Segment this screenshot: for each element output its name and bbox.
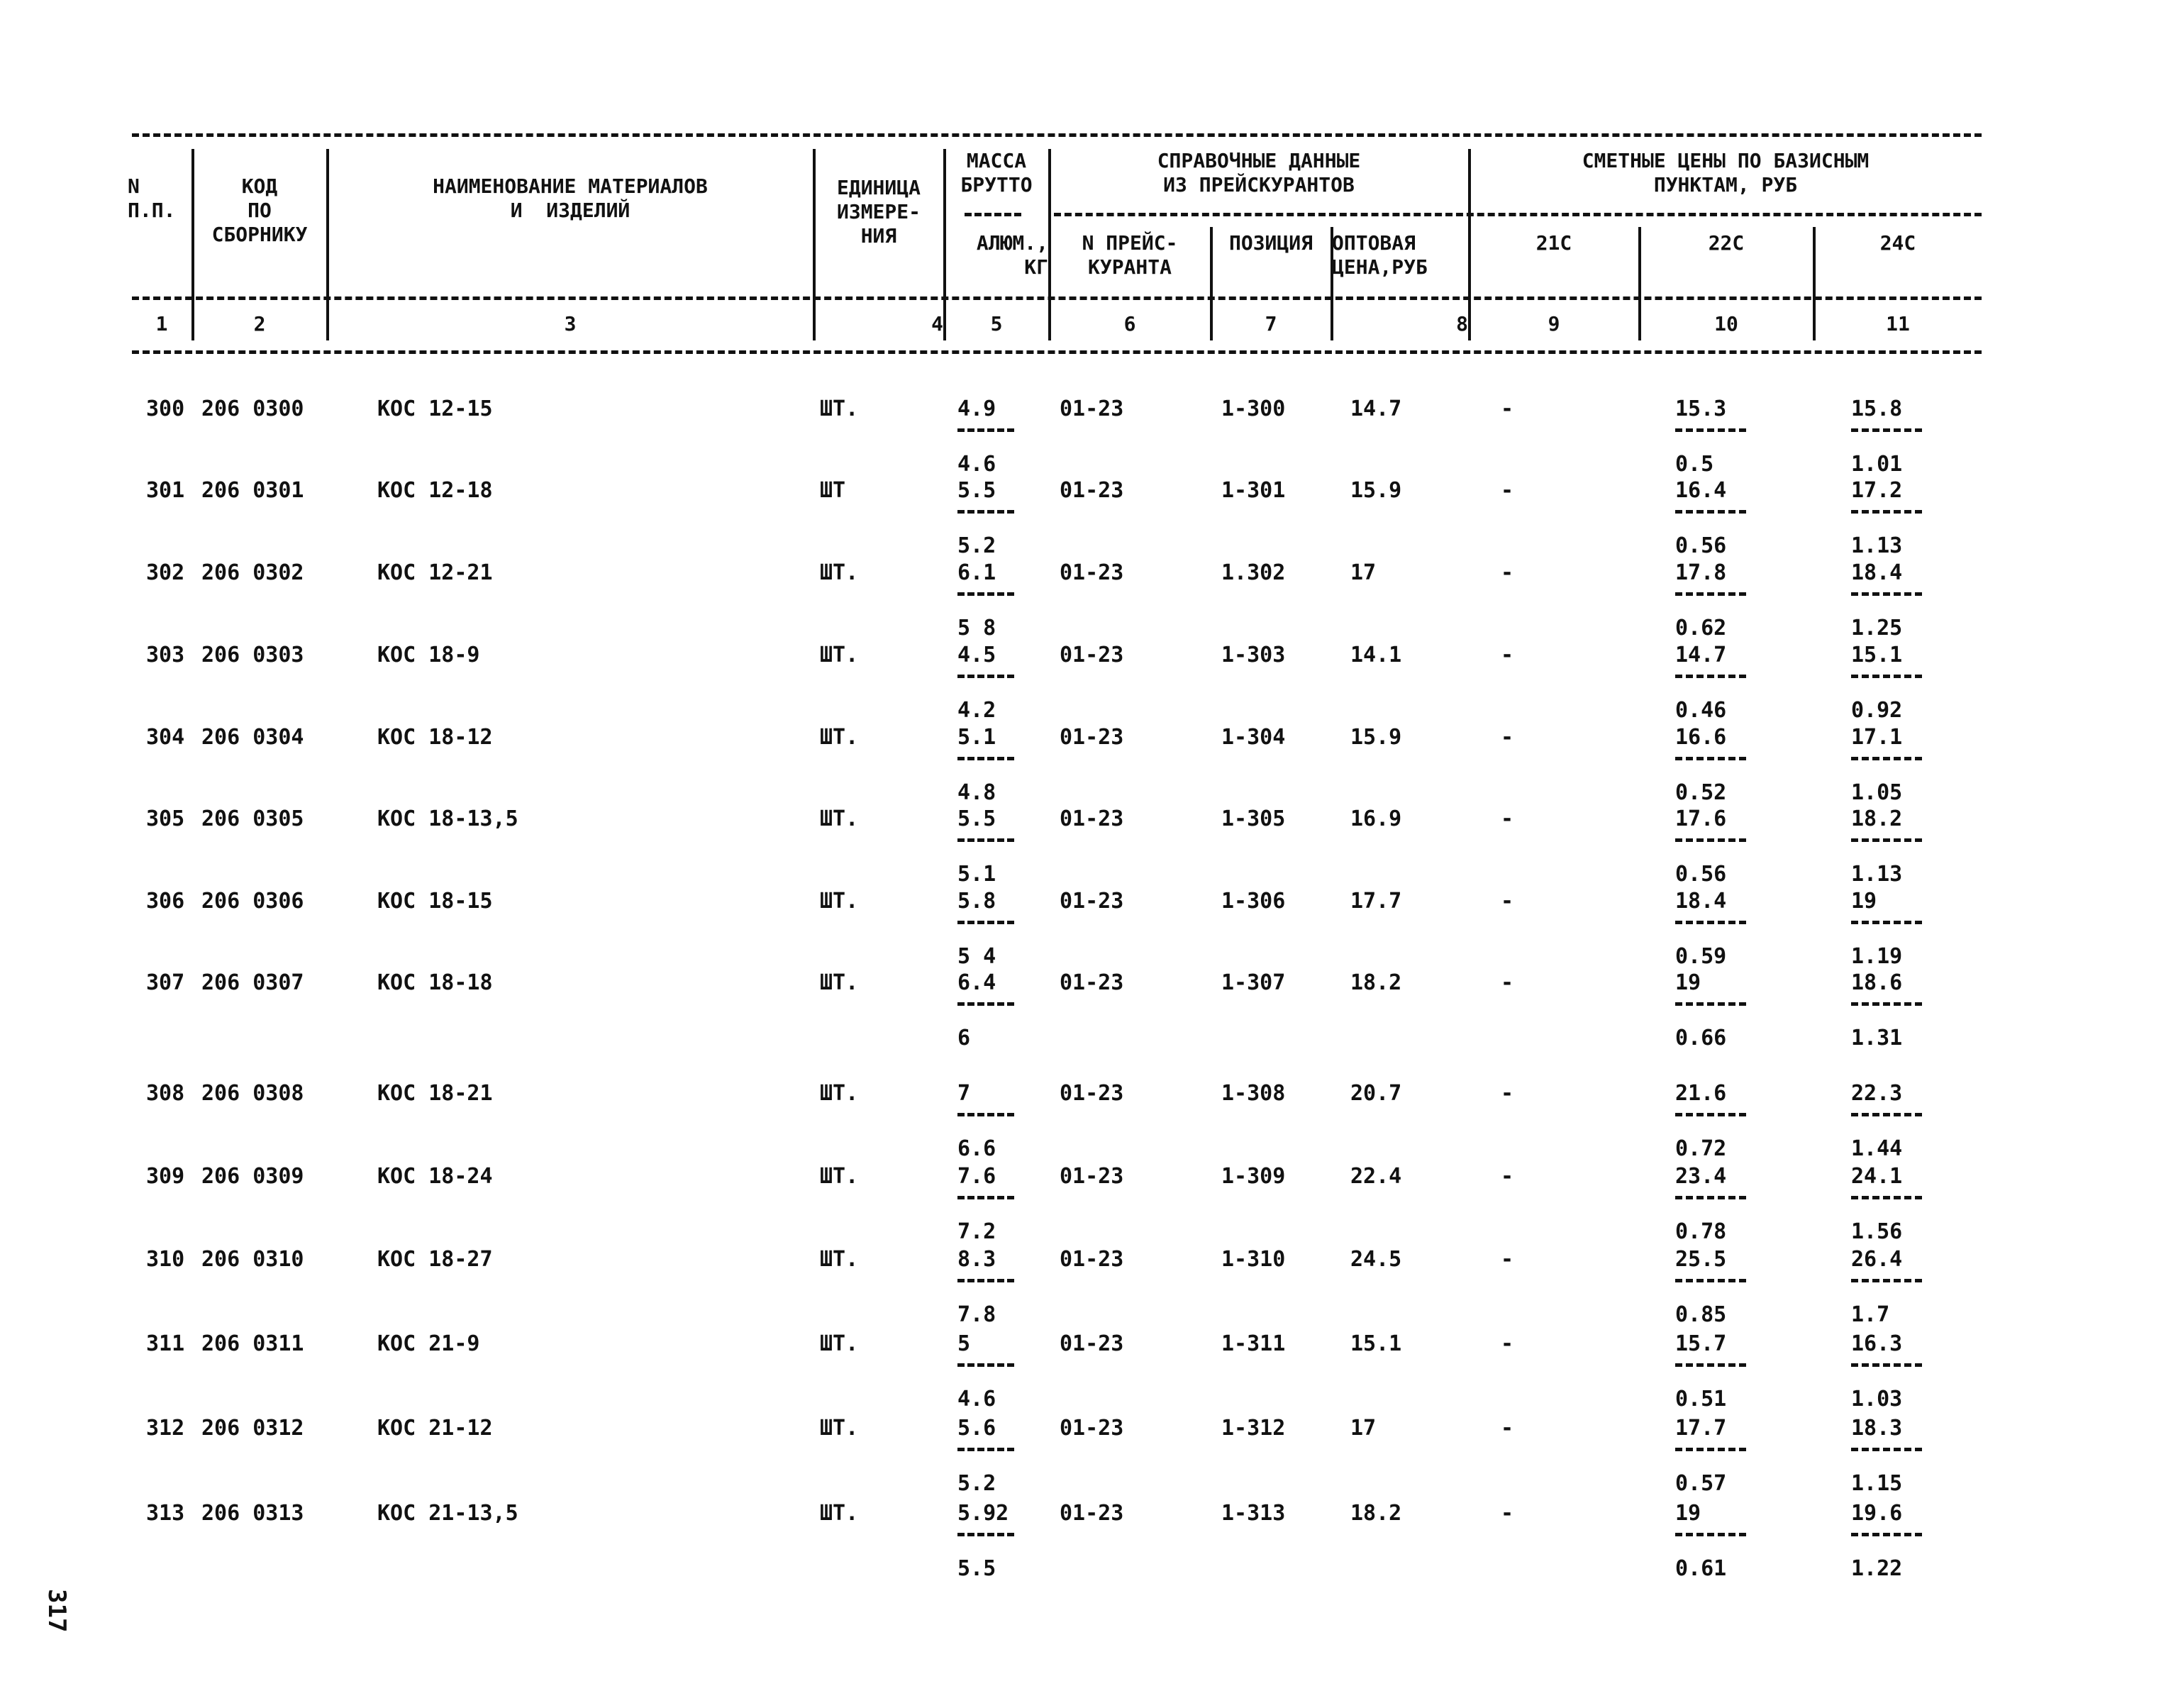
cell-code: 206 0308	[201, 1081, 304, 1106]
cell-price: 22.4	[1350, 1164, 1402, 1189]
cell-mass: 5.92	[957, 1501, 1009, 1526]
cell-unit: ШТ	[820, 478, 846, 503]
fraction-line	[957, 757, 1014, 760]
fraction-line	[1851, 675, 1922, 678]
cell-c24: 17.2	[1851, 478, 1903, 503]
header-col11: 24С	[1879, 231, 1916, 255]
cell-price: 18.2	[1350, 970, 1402, 995]
cell-c24b: 1.03	[1851, 1387, 1903, 1412]
cell-position: 1-313	[1221, 1501, 1286, 1526]
cell-c24: 18.3	[1851, 1416, 1903, 1441]
colnum: 3	[564, 312, 577, 336]
cell-code: 206 0310	[201, 1247, 304, 1272]
cell-price-list: 01-23	[1060, 643, 1124, 667]
cell-unit: ШТ.	[820, 396, 859, 421]
cell-mass2: 4.6	[957, 452, 996, 477]
cell-mass: 5.5	[957, 478, 996, 503]
cell-n: 302	[146, 560, 185, 585]
cell-mass: 6.4	[957, 970, 996, 995]
fraction-line	[1675, 1002, 1746, 1006]
cell-price-list: 01-23	[1060, 806, 1124, 831]
cell-unit: ШТ.	[820, 1081, 859, 1106]
cell-price-list: 01-23	[1060, 478, 1124, 503]
cell-position: 1-311	[1221, 1331, 1286, 1356]
cell-n: 309	[146, 1164, 185, 1189]
cell-code: 206 0309	[201, 1164, 304, 1189]
header-col7: ПОЗИЦИЯ	[1228, 231, 1313, 255]
cell-c24: 24.1	[1851, 1164, 1903, 1189]
cell-mass2: 6	[957, 1026, 971, 1050]
fraction-line	[1851, 1279, 1922, 1282]
cell-n: 311	[146, 1331, 185, 1356]
cell-name: КОС 21-12	[377, 1416, 493, 1441]
cell-c24: 18.6	[1851, 970, 1903, 995]
cell-name: КОС 18-18	[377, 970, 493, 995]
header-col10: 22С	[1708, 231, 1745, 255]
fraction-line	[1675, 592, 1746, 596]
cell-unit: ШТ.	[820, 725, 859, 750]
cell-price-list: 01-23	[1060, 560, 1124, 585]
cell-c24: 22.3	[1851, 1081, 1903, 1106]
cell-n: 308	[146, 1081, 185, 1106]
cell-unit: ШТ.	[820, 970, 859, 995]
cell-price: 14.7	[1350, 396, 1402, 421]
cell-c22: 18.4	[1675, 889, 1727, 914]
cell-c22b: 0.46	[1675, 698, 1727, 723]
cell-c22: 16.4	[1675, 478, 1727, 503]
cell-c21: -	[1501, 643, 1514, 667]
cell-name: КОС 18-9	[377, 643, 480, 667]
cell-mass2: 5 4	[957, 944, 996, 969]
fraction-line	[957, 1279, 1014, 1282]
fraction-line	[1851, 428, 1922, 432]
fraction-line	[1851, 838, 1922, 842]
cell-price: 15.1	[1350, 1331, 1402, 1356]
cell-c22: 19	[1675, 1501, 1701, 1526]
cell-mass: 5	[957, 1331, 971, 1356]
cell-c22b: 0.66	[1675, 1026, 1727, 1050]
cell-c22b: 0.57	[1675, 1471, 1727, 1496]
cell-position: 1.302	[1221, 560, 1286, 585]
cell-n: 304	[146, 725, 185, 750]
fraction-line	[957, 1448, 1014, 1451]
cell-unit: ШТ.	[820, 1331, 859, 1356]
cell-mass2: 5.5	[957, 1556, 996, 1581]
cell-c24: 19.6	[1851, 1501, 1903, 1526]
cell-unit: ШТ.	[820, 1416, 859, 1441]
cell-position: 1-305	[1221, 806, 1286, 831]
fraction-line	[1851, 921, 1922, 924]
cell-c21: -	[1501, 560, 1514, 585]
cell-c24: 15.8	[1851, 396, 1903, 421]
cell-c22: 15.7	[1675, 1331, 1727, 1356]
cell-price-list: 01-23	[1060, 725, 1124, 750]
fraction-line	[1675, 757, 1746, 760]
cell-c24b: 1.7	[1851, 1302, 1890, 1327]
colnum: 1	[155, 312, 168, 336]
header-col6: N ПРЕЙС- КУРАНТА	[1082, 231, 1178, 279]
cell-c22b: 0.62	[1675, 616, 1727, 640]
cell-code: 206 0307	[201, 970, 304, 995]
cell-c24b: 1.44	[1851, 1136, 1903, 1161]
header-col4: ЕДИНИЦА ИЗМЕРЕ- НИЯ	[836, 176, 921, 248]
fraction-line	[957, 510, 1014, 514]
cell-c24: 16.3	[1851, 1331, 1903, 1356]
cell-c24: 18.2	[1851, 806, 1903, 831]
cell-n: 312	[146, 1416, 185, 1441]
header-col8: ОПТОВАЯ ЦЕНА,РУБ	[1332, 231, 1428, 279]
cell-c22b: 0.72	[1675, 1136, 1727, 1161]
cell-price: 17	[1350, 560, 1377, 585]
cell-c22b: 0.5	[1675, 452, 1714, 477]
page-number: 317	[43, 1589, 71, 1633]
fraction-line	[957, 921, 1014, 924]
cell-code: 206 0311	[201, 1331, 304, 1356]
cell-n: 305	[146, 806, 185, 831]
cell-mass2: 7.2	[957, 1219, 996, 1244]
header-col3: НАИМЕНОВАНИЕ МАТЕРИАЛОВ И ИЗДЕЛИЙ	[433, 174, 708, 222]
header-col2: КОД ПО СБОРНИКУ	[211, 174, 308, 246]
cell-c22b: 0.85	[1675, 1302, 1727, 1327]
fraction-line	[1675, 675, 1746, 678]
fraction-line	[1675, 510, 1746, 514]
header-col5-bottom: АЛЮМ., КГ	[976, 231, 1048, 279]
fraction-line	[1675, 1363, 1746, 1367]
cell-price-list: 01-23	[1060, 1164, 1124, 1189]
cell-c24b: 0.92	[1851, 698, 1903, 723]
cell-code: 206 0301	[201, 478, 304, 503]
cell-c22: 21.6	[1675, 1081, 1727, 1106]
cell-position: 1-306	[1221, 889, 1286, 914]
cell-price: 24.5	[1350, 1247, 1402, 1272]
rule-colnum-bottom	[132, 350, 1982, 354]
cell-n: 307	[146, 970, 185, 995]
cell-mass: 7.6	[957, 1164, 996, 1189]
cell-unit: ШТ.	[820, 643, 859, 667]
cell-code: 206 0312	[201, 1416, 304, 1441]
cell-c21: -	[1501, 478, 1514, 503]
cell-price: 17	[1350, 1416, 1377, 1441]
cell-c21: -	[1501, 1164, 1514, 1189]
rule-top	[132, 133, 1982, 137]
cell-price-list: 01-23	[1060, 1501, 1124, 1526]
cell-mass: 5.5	[957, 806, 996, 831]
colnum: 6	[1123, 312, 1136, 336]
cell-mass: 4.5	[957, 643, 996, 667]
cell-c24b: 1.56	[1851, 1219, 1903, 1244]
cell-price-list: 01-23	[1060, 1416, 1124, 1441]
colnum: 5	[990, 312, 1003, 336]
cell-code: 206 0304	[201, 725, 304, 750]
cell-mass2: 5.1	[957, 862, 996, 887]
cell-n: 300	[146, 396, 185, 421]
cell-position: 1-301	[1221, 478, 1286, 503]
colnum: 7	[1265, 312, 1277, 336]
cell-n: 301	[146, 478, 185, 503]
cell-position: 1-307	[1221, 970, 1286, 995]
cell-c24b: 1.13	[1851, 862, 1903, 887]
rule-group	[1054, 213, 1982, 216]
cell-c22b: 0.78	[1675, 1219, 1727, 1244]
cell-c24: 15.1	[1851, 643, 1903, 667]
cell-c22b: 0.52	[1675, 780, 1727, 805]
cell-unit: ШТ.	[820, 889, 859, 914]
fraction-line	[1851, 1363, 1922, 1367]
cell-c24: 18.4	[1851, 560, 1903, 585]
cell-code: 206 0302	[201, 560, 304, 585]
cell-position: 1-309	[1221, 1164, 1286, 1189]
fraction-line	[1851, 1196, 1922, 1199]
cell-c22b: 0.51	[1675, 1387, 1727, 1412]
cell-c22: 17.7	[1675, 1416, 1727, 1441]
cell-price-list: 01-23	[1060, 970, 1124, 995]
cell-n: 306	[146, 889, 185, 914]
cell-price-list: 01-23	[1060, 1247, 1124, 1272]
cell-n: 303	[146, 643, 185, 667]
cell-code: 206 0306	[201, 889, 304, 914]
cell-c24b: 1.05	[1851, 780, 1903, 805]
cell-c21: -	[1501, 970, 1514, 995]
colnum: 9	[1548, 312, 1560, 336]
cell-c24: 26.4	[1851, 1247, 1903, 1272]
cell-n: 313	[146, 1501, 185, 1526]
fraction-line	[957, 675, 1014, 678]
fraction-line	[1675, 1113, 1746, 1116]
cell-mass: 7	[957, 1081, 971, 1106]
cell-name: КОС 18-15	[377, 889, 493, 914]
cell-c22: 25.5	[1675, 1247, 1727, 1272]
cell-unit: ШТ.	[820, 1164, 859, 1189]
fraction-line	[1675, 1448, 1746, 1451]
cell-mass: 5.8	[957, 889, 996, 914]
cell-c22b: 0.56	[1675, 862, 1727, 887]
cell-mass2: 5.2	[957, 1471, 996, 1496]
fraction-line	[1675, 1196, 1746, 1199]
rule-header-bottom	[132, 296, 1982, 300]
cell-position: 1-308	[1221, 1081, 1286, 1106]
cell-price: 18.2	[1350, 1501, 1402, 1526]
cell-name: КОС 21-9	[377, 1331, 480, 1356]
cell-c21: -	[1501, 1331, 1514, 1356]
cell-c21: -	[1501, 1081, 1514, 1106]
cell-position: 1-304	[1221, 725, 1286, 750]
fraction-line	[1851, 592, 1922, 596]
cell-mass2: 4.2	[957, 698, 996, 723]
cell-c22: 23.4	[1675, 1164, 1727, 1189]
cell-c24b: 1.13	[1851, 533, 1903, 558]
colnum: 10	[1714, 312, 1738, 336]
cell-c22: 14.7	[1675, 643, 1727, 667]
cell-code: 206 0313	[201, 1501, 304, 1526]
cell-position: 1-310	[1221, 1247, 1286, 1272]
mass-divider	[965, 213, 1021, 216]
cell-c22: 19	[1675, 970, 1701, 995]
colnum: 4	[931, 312, 943, 336]
cell-c24: 17.1	[1851, 725, 1903, 750]
fraction-line	[1851, 1533, 1922, 1536]
cell-name: КОС 21-13,5	[377, 1501, 518, 1526]
cell-mass2: 4.6	[957, 1387, 996, 1412]
cell-unit: ШТ.	[820, 1247, 859, 1272]
fraction-line	[1851, 1113, 1922, 1116]
cell-mass2: 5 8	[957, 616, 996, 640]
fraction-line	[957, 1002, 1014, 1006]
cell-position: 1-303	[1221, 643, 1286, 667]
header-col1: N П.П.	[128, 174, 176, 222]
cell-price-list: 01-23	[1060, 1081, 1124, 1106]
cell-name: КОС 12-15	[377, 396, 493, 421]
cell-price: 16.9	[1350, 806, 1402, 831]
fraction-line	[1851, 1002, 1922, 1006]
cell-code: 206 0300	[201, 396, 304, 421]
header-col5-top: МАССА БРУТТО	[960, 149, 1033, 196]
fraction-line	[1675, 1533, 1746, 1536]
cell-price-list: 01-23	[1060, 889, 1124, 914]
cell-code: 206 0305	[201, 806, 304, 831]
cell-c24: 19	[1851, 889, 1877, 914]
fraction-line	[1675, 838, 1746, 842]
cell-c21: -	[1501, 396, 1514, 421]
cell-c21: -	[1501, 1247, 1514, 1272]
cell-n: 310	[146, 1247, 185, 1272]
cell-mass: 8.3	[957, 1247, 996, 1272]
cell-unit: ШТ.	[820, 806, 859, 831]
cell-code: 206 0303	[201, 643, 304, 667]
cell-c24b: 1.22	[1851, 1556, 1903, 1581]
cell-unit: ШТ.	[820, 1501, 859, 1526]
cell-price: 15.9	[1350, 478, 1402, 503]
cell-c21: -	[1501, 889, 1514, 914]
colnum: 8	[1456, 312, 1468, 336]
header-group-prices: СМЕТНЫЕ ЦЕНЫ ПО БАЗИСНЫМ ПУНКТАМ, РУБ	[1582, 149, 1870, 196]
cell-mass: 6.1	[957, 560, 996, 585]
fraction-line	[1675, 921, 1746, 924]
fraction-line	[1675, 1279, 1746, 1282]
cell-c22: 17.8	[1675, 560, 1727, 585]
cell-c21: -	[1501, 1416, 1514, 1441]
fraction-line	[957, 428, 1014, 432]
fraction-line	[1851, 1448, 1922, 1451]
cell-mass2: 4.8	[957, 780, 996, 805]
cell-c24b: 1.25	[1851, 616, 1903, 640]
cell-mass2: 6.6	[957, 1136, 996, 1161]
fraction-line	[1675, 428, 1746, 432]
cell-c22b: 0.61	[1675, 1556, 1727, 1581]
cell-c24b: 1.31	[1851, 1026, 1903, 1050]
cell-c22b: 0.59	[1675, 944, 1727, 969]
fraction-line	[957, 1196, 1014, 1199]
cell-mass2: 5.2	[957, 533, 996, 558]
cell-c22: 17.6	[1675, 806, 1727, 831]
cell-c22: 15.3	[1675, 396, 1727, 421]
cell-c22: 16.6	[1675, 725, 1727, 750]
fraction-line	[1851, 510, 1922, 514]
cell-price: 17.7	[1350, 889, 1402, 914]
cell-c24b: 1.15	[1851, 1471, 1903, 1496]
cell-name: КОС 18-12	[377, 725, 493, 750]
cell-name: КОС 18-13,5	[377, 806, 518, 831]
cell-c21: -	[1501, 1501, 1514, 1526]
colnum: 2	[253, 312, 266, 336]
cell-price-list: 01-23	[1060, 1331, 1124, 1356]
cell-mass: 4.9	[957, 396, 996, 421]
cell-unit: ШТ.	[820, 560, 859, 585]
cell-mass: 5.6	[957, 1416, 996, 1441]
fraction-line	[957, 1533, 1014, 1536]
cell-price: 15.9	[1350, 725, 1402, 750]
fraction-line	[957, 1363, 1014, 1367]
cell-mass2: 7.8	[957, 1302, 996, 1327]
cell-name: КОС 12-18	[377, 478, 493, 503]
cell-name: КОС 18-21	[377, 1081, 493, 1106]
colnum: 11	[1886, 312, 1910, 336]
cell-c21: -	[1501, 806, 1514, 831]
cell-position: 1-300	[1221, 396, 1286, 421]
cell-price: 14.1	[1350, 643, 1402, 667]
fraction-line	[957, 838, 1014, 842]
fraction-line	[957, 592, 1014, 596]
cell-name: КОС 18-27	[377, 1247, 493, 1272]
header-col9: 21С	[1535, 231, 1572, 255]
cell-name: КОС 12-21	[377, 560, 493, 585]
cell-price: 20.7	[1350, 1081, 1402, 1106]
fraction-line	[1851, 757, 1922, 760]
cell-position: 1-312	[1221, 1416, 1286, 1441]
header-group-reference: СПРАВОЧНЫЕ ДАННЫЕ ИЗ ПРЕЙСКУРАНТОВ	[1157, 149, 1361, 196]
cell-c22b: 0.56	[1675, 533, 1727, 558]
cell-c24b: 1.19	[1851, 944, 1903, 969]
cell-mass: 5.1	[957, 725, 996, 750]
cell-c21: -	[1501, 725, 1514, 750]
cell-c24b: 1.01	[1851, 452, 1903, 477]
cell-price-list: 01-23	[1060, 396, 1124, 421]
cell-name: КОС 18-24	[377, 1164, 493, 1189]
fraction-line	[957, 1113, 1014, 1116]
